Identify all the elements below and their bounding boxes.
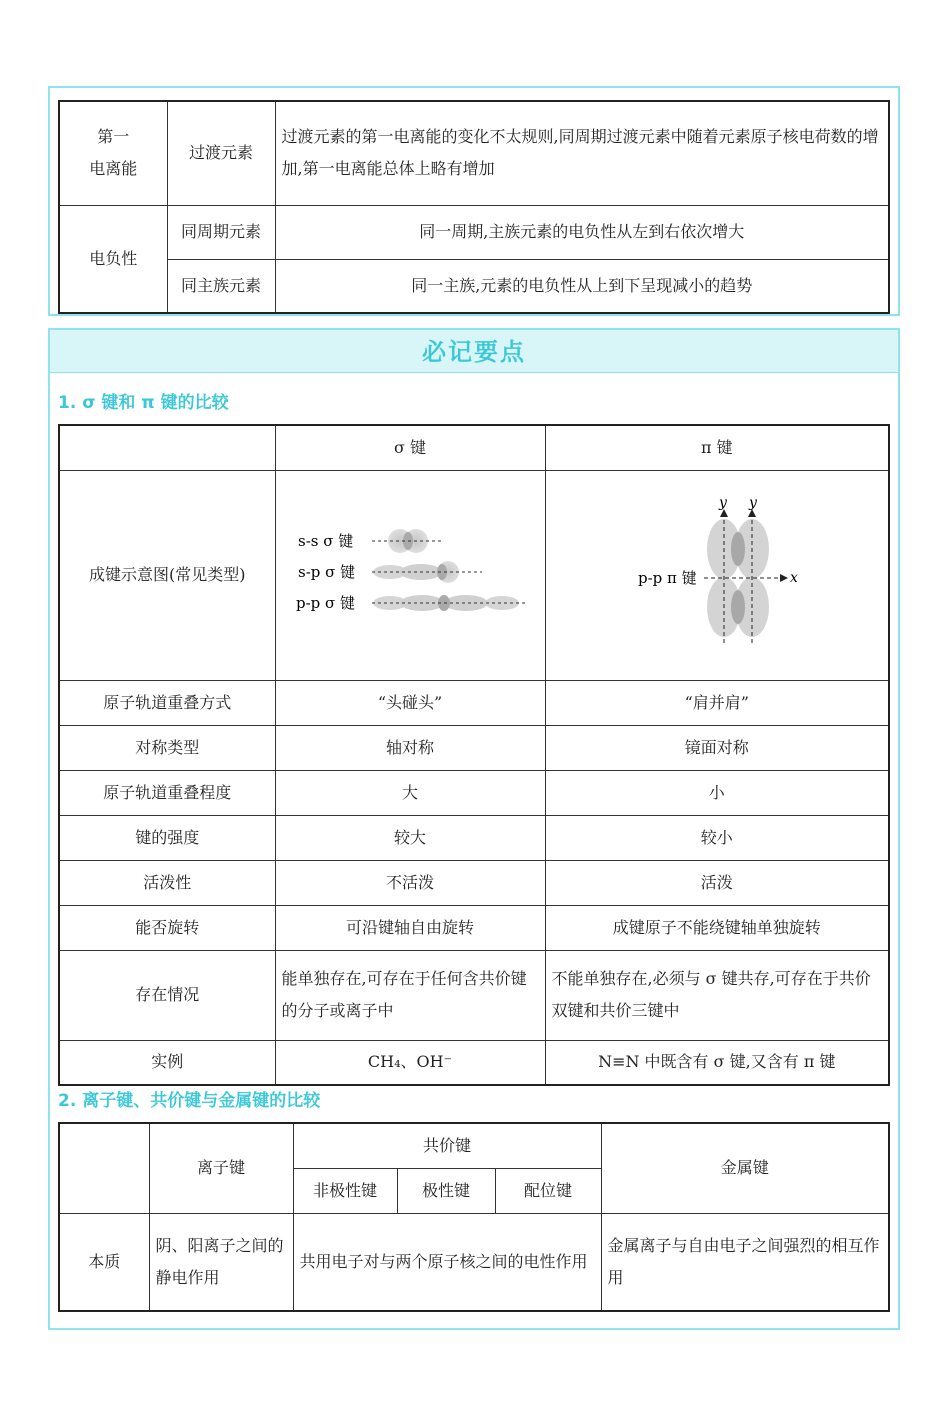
header-empty xyxy=(59,1123,149,1213)
sigma-cell: “头碰头” xyxy=(275,680,545,725)
sigma-cell: 轴对称 xyxy=(275,725,545,770)
header-coordinate: 配位键 xyxy=(495,1168,601,1213)
top-table-frame xyxy=(48,86,900,316)
pi-cell: 小 xyxy=(545,770,889,815)
row-label: 原子轨道重叠方式 xyxy=(59,680,275,725)
header-pi: π 键 xyxy=(545,425,889,470)
bond-type-table xyxy=(58,1122,890,1312)
key-points-header xyxy=(50,330,898,373)
row-label: 键的强度 xyxy=(59,815,275,860)
overlap-region-icon xyxy=(731,590,745,624)
pi-diagram-cell xyxy=(545,470,889,680)
pi-cell: N≡N 中既含有 σ 键,又含有 π 键 xyxy=(545,1040,889,1085)
pi-cell: “肩并肩” xyxy=(545,680,889,725)
header-ionic: 离子键 xyxy=(149,1123,293,1213)
ionization-electronegativity-table xyxy=(58,100,890,314)
metallic-essence: 金属离子与自由电子之间强烈的相互作用 xyxy=(601,1213,889,1311)
cell-same-group: 同主族元素 xyxy=(167,259,275,313)
sigma-cell: 能单独存在,可存在于任何含共价键的分子或离子中 xyxy=(275,950,545,1040)
sigma-cell: 大 xyxy=(275,770,545,815)
covalent-essence: 共用电子对与两个原子核之间的电性作用 xyxy=(293,1213,601,1311)
cell-same-period: 同周期元素 xyxy=(167,205,275,259)
header-nonpolar: 非极性键 xyxy=(293,1168,397,1213)
row-label: 对称类型 xyxy=(59,725,275,770)
cell-transition-elements: 过渡元素 xyxy=(167,101,275,205)
header-sigma: σ 键 xyxy=(275,425,545,470)
pi-cell: 不能单独存在,必须与 σ 键共存,可存在于共价双键和共价三键中 xyxy=(545,950,889,1040)
x-axis-label: x xyxy=(789,569,798,586)
row-label: 实例 xyxy=(59,1040,275,1085)
sp-sigma-label: s-p σ 键 xyxy=(297,562,355,581)
pi-cell: 镜面对称 xyxy=(545,725,889,770)
header-polar: 极性键 xyxy=(397,1168,495,1213)
overlap-region-icon xyxy=(731,532,745,566)
header-empty xyxy=(59,425,275,470)
row-label: 活泼性 xyxy=(59,860,275,905)
pi-cell: 活泼 xyxy=(545,860,889,905)
cell-electronegativity: 电负性 xyxy=(59,205,167,313)
y-axis-label: y xyxy=(748,494,757,511)
pp-pi-label: p-p π 键 xyxy=(637,568,697,587)
sigma-diagram-cell xyxy=(275,470,545,680)
section1-title: 1. σ 键和 π 键的比较 xyxy=(58,393,229,413)
pi-cell: 较小 xyxy=(545,815,889,860)
sigma-cell: 不活泼 xyxy=(275,860,545,905)
pp-sigma-label: p-p σ 键 xyxy=(295,593,355,612)
row-label: 存在情况 xyxy=(59,950,275,1040)
header-covalent: 共价键 xyxy=(293,1123,601,1168)
ss-sigma-label: s-s σ 键 xyxy=(297,531,353,550)
key-points-frame xyxy=(48,328,900,1330)
y-axis-label: y xyxy=(718,494,727,511)
sigma-cell: 可沿键轴自由旋转 xyxy=(275,905,545,950)
cell-same-group-text: 同一主族,元素的电负性从上到下呈现减小的趋势 xyxy=(275,259,889,313)
sigma-cell: CH₄、OH⁻ xyxy=(275,1040,545,1085)
pi-bond-diagram xyxy=(546,471,892,669)
row-label: 原子轨道重叠程度 xyxy=(59,770,275,815)
ionic-essence: 阴、阳离子之间的静电作用 xyxy=(149,1213,293,1311)
row-label: 能否旋转 xyxy=(59,905,275,950)
header-metallic: 金属键 xyxy=(601,1123,889,1213)
p-orbital-lobe-icon xyxy=(485,596,519,610)
key-points-title: 必记要点 xyxy=(422,338,526,366)
sigma-cell: 较大 xyxy=(275,815,545,860)
row-label-essence: 本质 xyxy=(59,1213,149,1311)
cell-transition-text: 过渡元素的第一电离能的变化不太规则,同周期过渡元素中随着元素原子核电荷数的增加,第一电离能总体上略有增加 xyxy=(275,101,889,205)
section2-title: 2. 离子键、共价键与金属键的比较 xyxy=(58,1091,321,1111)
diagram-row-label: 成键示意图(常见类型) xyxy=(59,470,275,680)
cell-first-ionization-energy: 第一 电离能 xyxy=(59,101,167,205)
sigma-bond-diagram xyxy=(276,471,546,669)
sigma-pi-table xyxy=(58,424,890,1086)
pi-cell: 成键原子不能绕键轴单独旋转 xyxy=(545,905,889,950)
cell-same-period-text: 同一周期,主族元素的电负性从左到右依次增大 xyxy=(275,205,889,259)
